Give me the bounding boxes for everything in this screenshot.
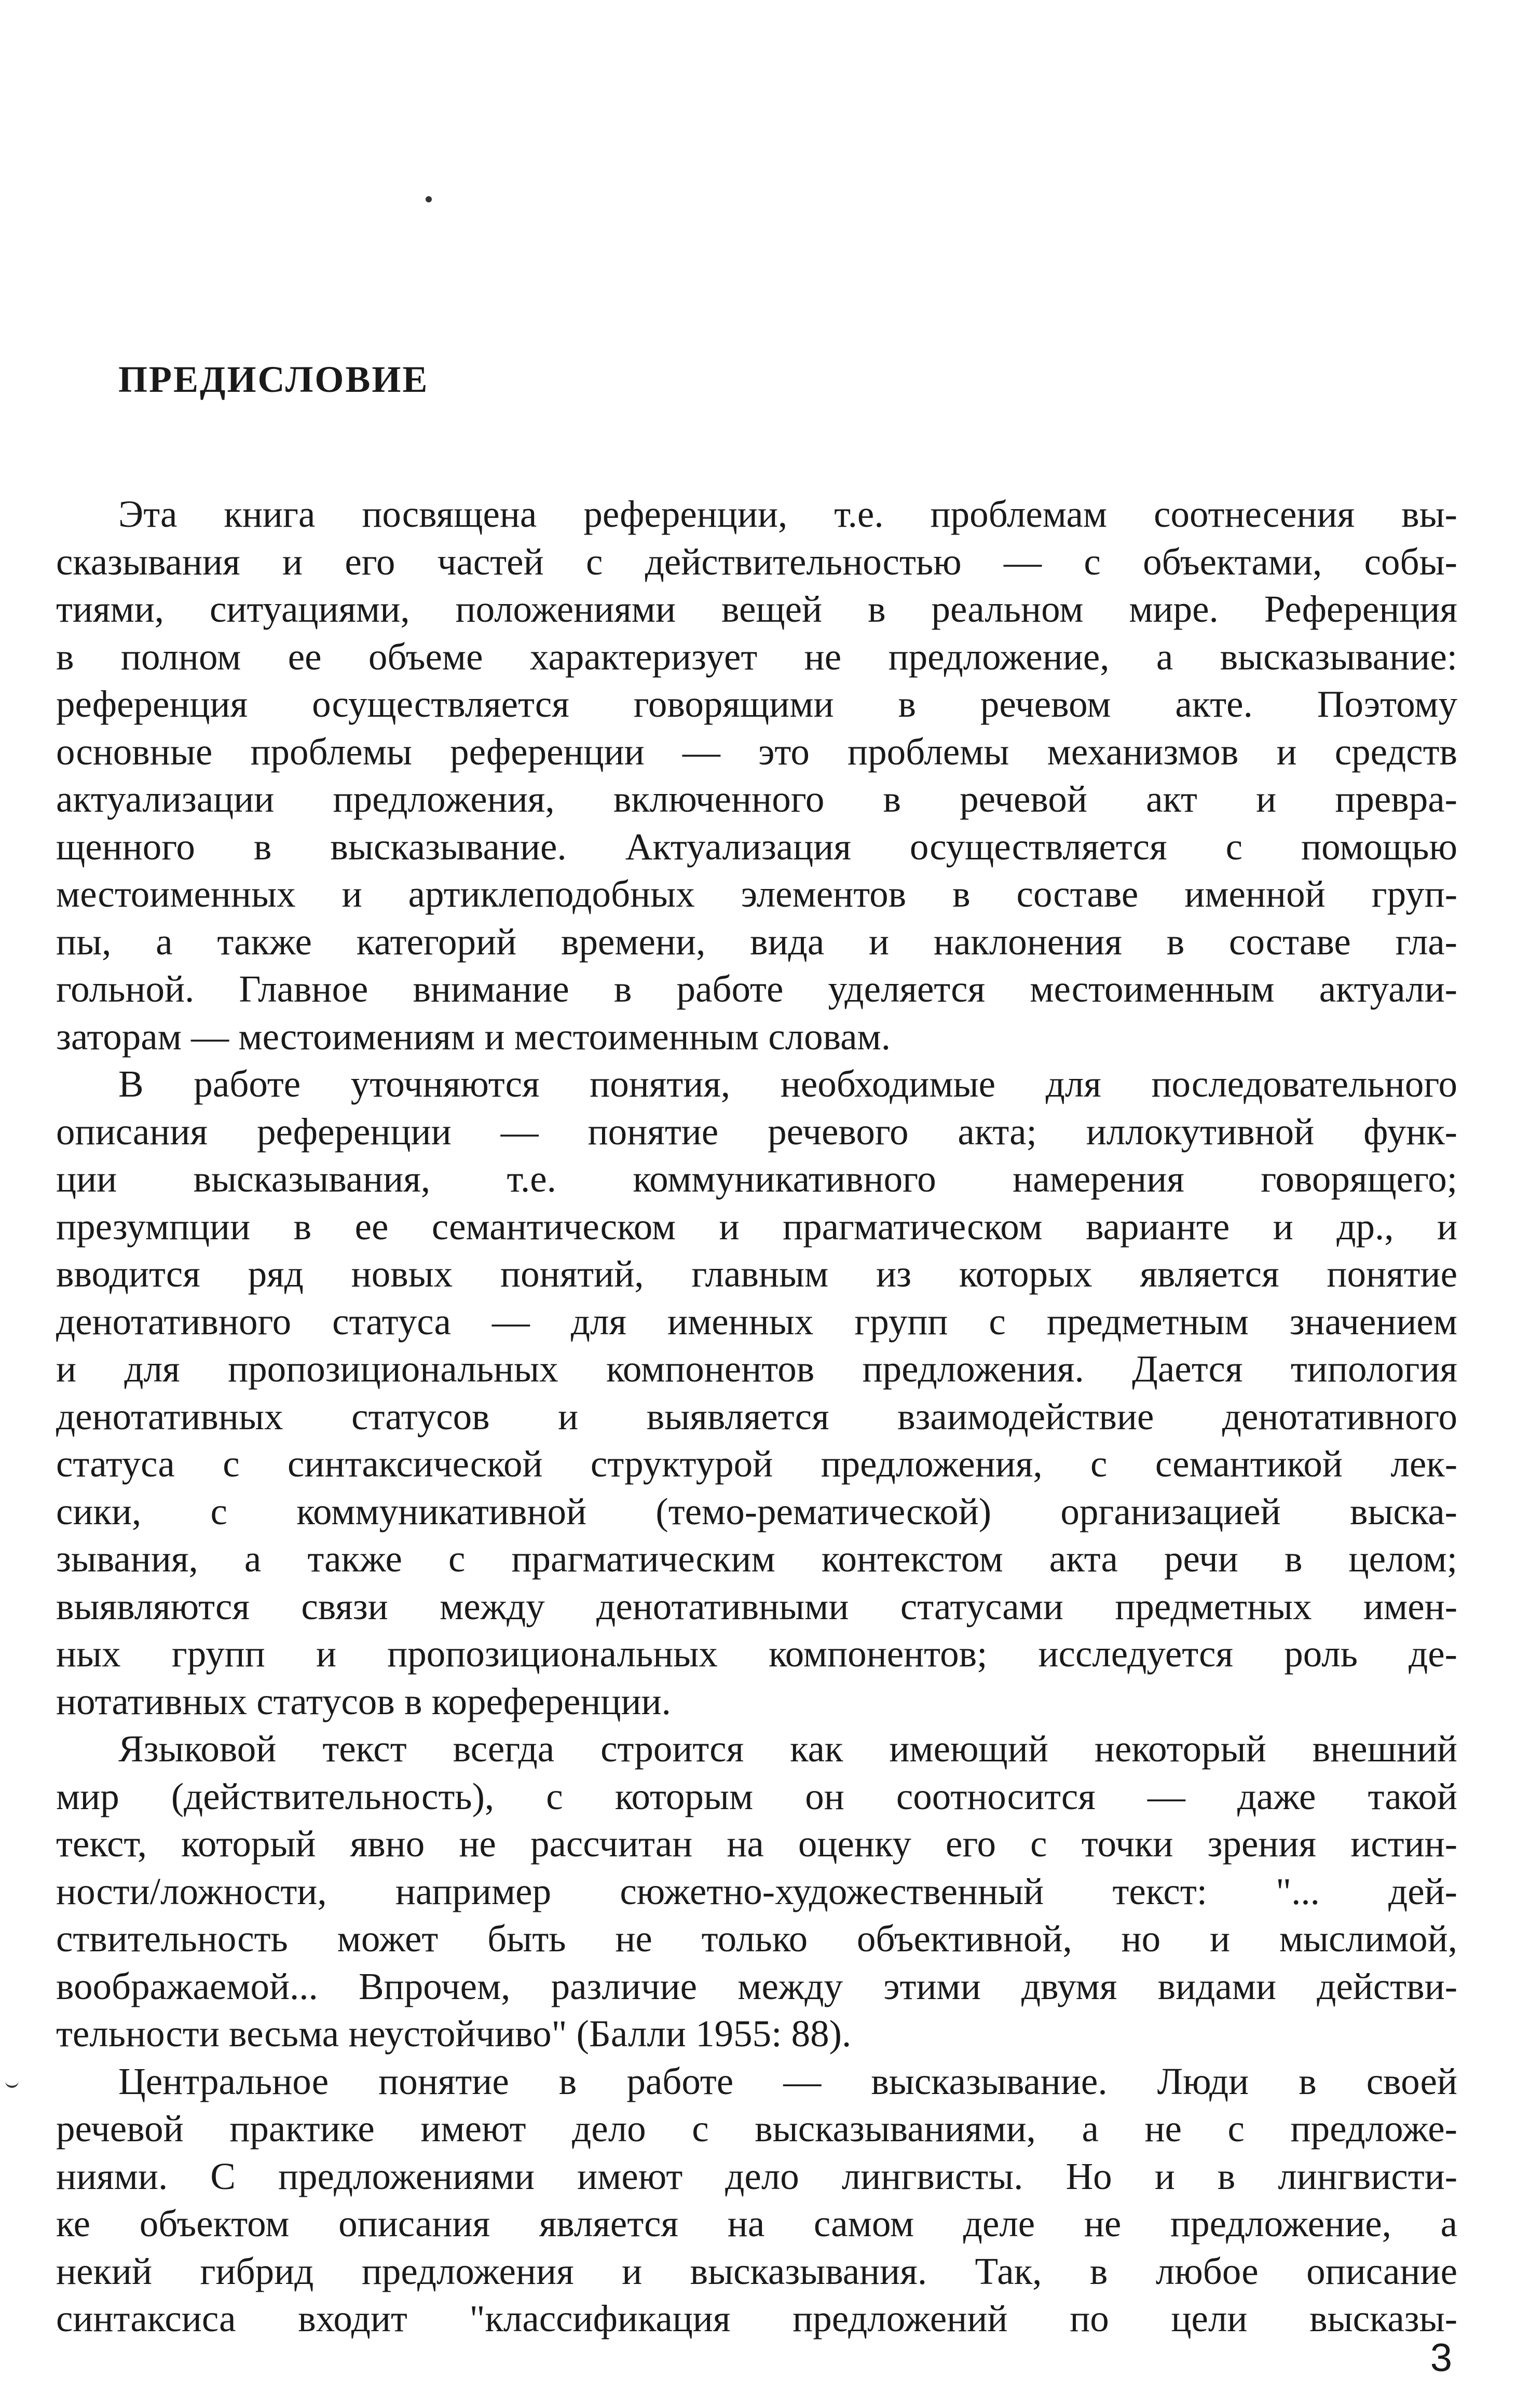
text-line: ности/ложности, например сюжетно-художественный текст: "... дей- (56, 1870, 1457, 1912)
text-line: сики, с коммуникативной (темо-рематической) организацией выска- (56, 1490, 1457, 1533)
page-title: ПРЕДИСЛОВИЕ (118, 359, 429, 400)
body-text (56, 490, 1457, 2343)
text-line: Центральное понятие в работе — высказывание. Люди в своей (118, 2060, 1457, 2102)
text-line: ции высказывания, т.е. коммуникативного намерения говорящего; (56, 1158, 1457, 1200)
text-line: В работе уточняются понятия, необходимые для последовательного (118, 1063, 1457, 1105)
text-line: речевой практике имеют дело с высказываниями, а не с предложе- (56, 2108, 1457, 2150)
text-line: денотативных статусов и выявляется взаимодействие денотативного (56, 1395, 1457, 1438)
text-line: презумпции в ее семантическом и прагматическом варианте и др., и (56, 1205, 1457, 1248)
text-line: денотативного статуса — для именных групп с предметным значением (56, 1300, 1457, 1343)
text-line: Эта книга посвящена референции, т.е. проблемам соотнесения вы- (118, 493, 1457, 535)
print-speck (426, 196, 432, 202)
text-line: Языковой текст всегда строится как имеющий некоторый внешний (118, 1728, 1457, 1770)
text-line: щенного в высказывание. Актуализация осуществляется с помощью (56, 825, 1457, 868)
text-line: статуса с синтаксической структурой предложения, с семантикой лек- (56, 1443, 1457, 1485)
text-line: ствительность может быть не только объективной, но и мыслимой, (56, 1918, 1457, 1960)
text-line: вводится ряд новых понятий, главным из которых является понятие (56, 1253, 1457, 1295)
text-line: сказывания и его частей с действительностью — с объектами, собы- (56, 540, 1457, 583)
text-line: ниями. С предложениями имеют дело лингвисты. Но и в лингвисти- (56, 2155, 1457, 2197)
text-line: некий гибрид предложения и высказывания. Так, в любое описание (56, 2250, 1457, 2292)
text-line: выявляются связи между денотативными статусами предметных имен- (56, 1585, 1457, 1627)
text-line: воображаемой... Впрочем, различие между этими двумя видами действи- (56, 1965, 1457, 2007)
text-line: гольной. Главное внимание в работе уделяется местоименным актуали- (56, 968, 1457, 1010)
text-line: нотативных статусов в кореференции. (56, 1680, 671, 1722)
text-line: описания референции — понятие речевого акта; иллокутивной функ- (56, 1110, 1457, 1153)
text-line: мир (действительность), с которым он соотносится — даже такой (56, 1775, 1457, 1817)
text-line: и для пропозициональных компонентов предложения. Дается типология (56, 1348, 1457, 1390)
page-number: 3 (1430, 2336, 1452, 2380)
text-line: заторам — местоимениям и местоименным словам. (56, 1015, 891, 1058)
pencil-margin-mark (5, 2078, 19, 2088)
text-line: пы, а также категорий времени, вида и наклонения в составе гла- (56, 920, 1457, 963)
text-line: текст, который явно не рассчитан на оценку его с точки зрения истин- (56, 1823, 1457, 1865)
text-line: в полном ее объеме характеризует не предложение, а высказывание: (56, 635, 1457, 678)
text-line: основные проблемы референции — это проблемы механизмов и средств (56, 730, 1457, 773)
text-line: зывания, а также с прагматическим контекстом акта речи в целом; (56, 1538, 1457, 1580)
text-line: тельности весьма неустойчиво" (Балли 1955: 88). (56, 2013, 852, 2055)
text-line: синтаксиса входит "классификация предложений по цели высказы- (56, 2297, 1457, 2339)
text-line: референция осуществляется говорящими в речевом акте. Поэтому (56, 683, 1457, 725)
text-line: ке объектом описания является на самом деле не предложение, а (56, 2202, 1457, 2245)
text-line: местоименных и артиклеподобных элементов в составе именной груп- (56, 873, 1457, 915)
text-line: ных групп и пропозициональных компонентов; исследуется роль де- (56, 1633, 1457, 1675)
text-line: тиями, ситуациями, положениями вещей в реальном мире. Референция (56, 588, 1457, 630)
text-line: актуализации предложения, включенного в речевой акт и превра- (56, 778, 1457, 820)
